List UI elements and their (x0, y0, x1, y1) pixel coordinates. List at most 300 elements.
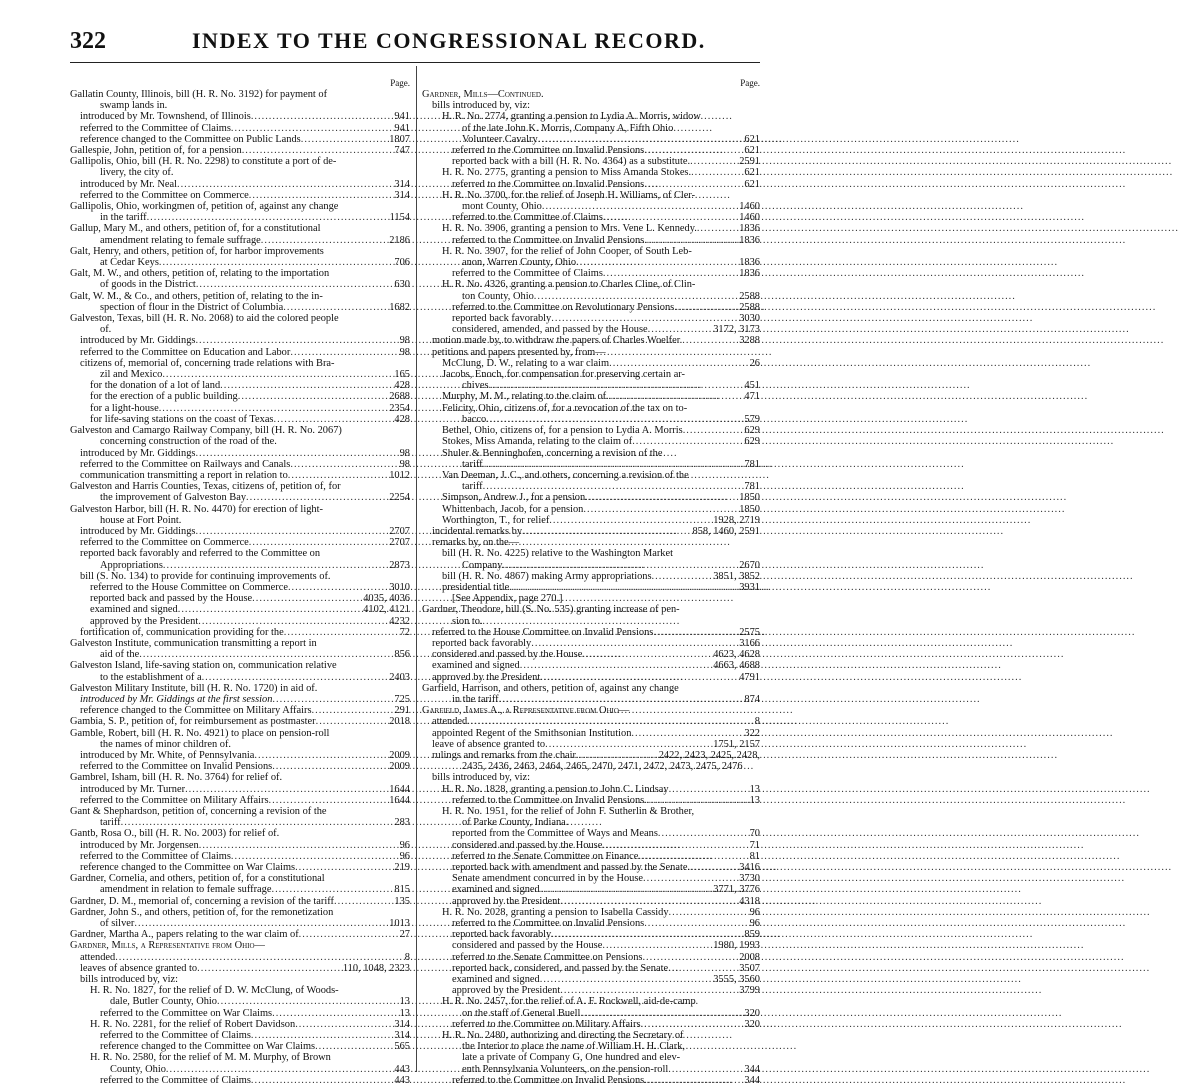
index-entry (422, 672, 760, 683)
page-reference: 26 (749, 357, 760, 369)
index-entry (70, 761, 410, 772)
entry-text: concerning construction of the road of the. (100, 436, 277, 448)
page-reference: 165 (394, 369, 410, 381)
entry-text: to the establishment of a (100, 671, 202, 683)
page-reference: 98 (399, 447, 410, 459)
leader-dots (644, 179, 744, 190)
index-entry (70, 358, 410, 369)
index-entry (70, 1008, 410, 1019)
leader-dots (638, 851, 748, 862)
entry-text: Gallespie, John, petition of, for a pension (70, 145, 242, 157)
leader-dots (585, 492, 739, 503)
entry-text: approved by the President (452, 985, 561, 997)
page-reference: 314 (394, 1030, 410, 1042)
page-reference: 13 (399, 996, 410, 1008)
page-reference: 3010 (389, 581, 410, 593)
entry-text: referred to the Committee on Invalid Pensions (80, 761, 273, 773)
entry-text: examined and signed (432, 660, 520, 672)
page-reference: 451 (744, 380, 760, 392)
index-entry (422, 638, 760, 649)
index-entry (422, 380, 760, 391)
page-reference: 621 (744, 167, 760, 179)
index-entry (70, 291, 410, 302)
index-entry (422, 246, 760, 257)
leader-dots (271, 884, 394, 895)
page-reference: 443 (394, 1074, 410, 1086)
index-entry (422, 156, 760, 167)
index-entry (70, 156, 410, 167)
entry-text: Gardner, Cornelia, and others, petition of, for a constitutional (70, 873, 325, 885)
index-entry (70, 436, 410, 447)
page-reference: 8 (754, 716, 760, 728)
index-entry (70, 728, 410, 739)
entry-text: Shuler & Benninghofen, concerning a revision of the (442, 447, 663, 459)
leader-dots (315, 1041, 394, 1052)
index-entry (422, 1075, 760, 1086)
entry-text: considered and passed by the House (432, 649, 583, 661)
index-entry (70, 571, 410, 582)
entry-text: referred to the Senate Committee on Pensions (452, 951, 643, 963)
entry-text: Galveston Island, life-saving station on, communication relative (70, 660, 337, 672)
page-reference: 2009 (389, 749, 410, 761)
entry-text: H. R. No. 3907, for the relief of John Cooper, of South Leb- (442, 245, 692, 257)
index-entry (422, 425, 760, 436)
entry-text: reported back favorably (452, 929, 552, 941)
index-entry (70, 504, 410, 515)
index-entry (422, 963, 760, 974)
index-entry (70, 996, 410, 1007)
entry-text: amendment relating to female suffrage (100, 234, 261, 246)
page-reference: 630 (394, 279, 410, 291)
leader-dots (534, 291, 739, 302)
page-reference: 941 (394, 111, 410, 123)
index-entry (70, 649, 410, 660)
entry-text: tariff (100, 817, 121, 829)
entry-text: approved by the President (90, 615, 199, 627)
leader-dots (162, 369, 394, 380)
entry-text: Whittenbach, Jacob, for a pension (442, 503, 584, 515)
leader-dots (643, 873, 739, 884)
entry-text: H. R. No. 2480, authorizing and directing the Secretary of (442, 1030, 684, 1042)
page-reference: 859 (744, 929, 760, 941)
leader-dots (606, 391, 744, 402)
index-entry (422, 616, 760, 627)
leader-dots (560, 985, 739, 996)
index-entry (422, 761, 760, 772)
index-entry (422, 750, 760, 761)
index-entry (70, 111, 410, 122)
page-reference: 71 (749, 839, 760, 851)
index-entries-left (70, 89, 410, 1086)
leader-dots (683, 425, 745, 436)
page-reference: 4623, 4628 (713, 649, 760, 661)
page-reference: 344 (744, 1063, 760, 1075)
index-entry (422, 996, 760, 1007)
page-reference: 314 (394, 189, 410, 201)
entry-text: referred to the Committee of Claims (452, 212, 603, 224)
entry-text: Gant & Shephardson, petition of, concerning a revision of the (70, 806, 327, 817)
entry-text: reported back favorably (432, 637, 532, 649)
index-entry (70, 380, 410, 391)
entry-text: sion to. (452, 615, 483, 627)
leader-dots (603, 212, 739, 223)
index-entry (422, 940, 760, 951)
leader-dots (668, 1064, 744, 1075)
entry-text: Jacobs, Enoch, for compensation for preserving certain ar- (442, 369, 686, 381)
page-reference: 471 (744, 391, 760, 403)
page-reference: 2354 (389, 402, 410, 414)
index-entry (422, 492, 760, 503)
leader-dots (195, 526, 389, 537)
index-entry (422, 302, 760, 313)
index-entry (70, 705, 410, 716)
leader-dots (290, 459, 398, 470)
index-entry (70, 459, 410, 470)
entry-text: H. R. No. 4326, granting a pension to Charles Cline, of Clin- (442, 279, 696, 291)
entry-text: Appropriations (100, 559, 163, 571)
entry-text: referred to the Committee of Claims (100, 1030, 251, 1042)
page-reference: 1644 (389, 794, 410, 806)
page-reference: 2422, 2423, 2425, 2428, (658, 749, 760, 761)
page-reference: 13 (749, 783, 760, 795)
page-reference: 1460 (739, 201, 760, 213)
leader-dots (199, 840, 398, 851)
entry-text: enth Pennsylvania Volunteers, on the pension-roll (462, 1063, 669, 1075)
entry-text: introduced by Mr. Neal (80, 178, 177, 190)
entry-text: for a light-house (90, 402, 159, 414)
index-entry (70, 448, 410, 459)
index-entry (422, 884, 760, 895)
entry-text: petitions and papers presented by, from— (432, 346, 606, 358)
entry-text: swamp lands in. (100, 100, 168, 112)
leader-dots (583, 504, 739, 515)
leader-dots (254, 750, 389, 761)
leader-dots (580, 1008, 744, 1019)
page-reference: 621 (744, 133, 760, 145)
entry-text: Senate amendment concurred in by the House (452, 873, 644, 885)
index-entry (70, 840, 410, 851)
entry-text: referred to the Committee of Claims (452, 268, 603, 280)
index-entry (422, 335, 760, 346)
index-entry (70, 134, 410, 145)
index-entry (422, 89, 760, 100)
leader-dots (238, 391, 389, 402)
entry-text: reported back with a bill (H. R. No. 4364) as a substitute. (452, 156, 691, 168)
entry-text: referred to the Committee of Claims (80, 850, 231, 862)
index-entry (70, 391, 410, 402)
page-reference: 2707 (389, 525, 410, 537)
page-reference: 3166 (739, 637, 760, 649)
left-column (70, 78, 410, 1086)
entry-text: Murphy, M. M., relating to the claim of (442, 391, 607, 403)
index-entry (70, 918, 410, 929)
page-reference: 2018 (389, 716, 410, 728)
entry-text: H. R. No. 1828, granting a pension to John C. Lindsay (442, 783, 669, 795)
entry-text: zil and Mexico (100, 369, 163, 381)
leader-dots (644, 918, 748, 929)
page-reference: 2707 (389, 537, 410, 549)
entry-text: considered and passed by the House (452, 839, 603, 851)
index-entry (422, 167, 760, 178)
index-entry (70, 537, 410, 548)
leader-dots (272, 761, 389, 772)
index-entries-right (422, 89, 760, 1086)
leader-dots (159, 257, 395, 268)
page-reference: 2670 (739, 559, 760, 571)
leader-dots (147, 212, 390, 223)
index-entry (70, 907, 410, 918)
index-entry (70, 616, 410, 627)
page-reference: 2588 (739, 290, 760, 302)
entry-text: H. R. No. 2580, for the relief of M. M. Murphy, of Brown (90, 1052, 331, 1064)
index-entry (70, 1064, 410, 1075)
page-reference: 781 (744, 481, 760, 493)
entry-text: Simpson, Andrew J., for a pension (442, 492, 586, 504)
index-entry (422, 347, 760, 358)
leader-dots (551, 929, 744, 940)
index-entry (70, 526, 410, 537)
entry-text: the Interior to place the name of William H. H. Clark, (462, 1041, 686, 1053)
page-reference: 98 (399, 335, 410, 347)
page-reference: 1836 (739, 223, 760, 235)
entry-text: bill (H. R. No. 4867) making Army appropriations (442, 570, 652, 582)
entry-text: bacco (462, 413, 487, 425)
index-entry (70, 1030, 410, 1041)
page-reference: 1682 (389, 301, 410, 313)
index-entry (422, 1030, 760, 1041)
index-entry (422, 223, 760, 234)
leader-dots (499, 694, 745, 705)
page-reference: 443 (394, 1063, 410, 1075)
index-entry (70, 123, 410, 134)
entry-text: Volunteer Cavalry (462, 133, 538, 145)
page-reference: 98 (399, 346, 410, 358)
leader-dots (691, 167, 744, 178)
entry-text: considered, amended, and passed by the House (452, 324, 648, 336)
index-entry (422, 593, 760, 604)
leader-dots (641, 1019, 745, 1030)
page-reference: 2588 (739, 301, 760, 313)
page-reference: 2873 (389, 559, 410, 571)
entry-text: Gallatin County, Illinois, bill (H. R. No. 3192) for payment of (70, 89, 328, 100)
entry-text: H. R. No. 2774, granting a pension to Lydia A. Morris, widow (442, 111, 701, 123)
entry-text: Gantb, Rosa O., bill (H. R. No. 2003) for relief of. (70, 828, 280, 840)
entry-text: late a private of Company G, One hundred and elev- (462, 1052, 681, 1064)
leader-dots (648, 324, 714, 335)
entry-text: referred to the Committee on Military Affairs (80, 794, 269, 806)
index-entry (422, 291, 760, 302)
index-entry (422, 515, 760, 526)
entry-text: considered and passed by the House (452, 940, 603, 952)
index-entry (422, 134, 760, 145)
entry-text: presidential title (442, 581, 510, 593)
page-reference: 815 (394, 884, 410, 896)
page-reference: 2575 (739, 626, 760, 638)
entry-text: referred to the Committee on Commerce (80, 537, 249, 549)
leader-dots (272, 694, 394, 705)
page-reference: 747 (394, 145, 410, 157)
leader-dots (269, 795, 390, 806)
page-reference: 1980, 1993 (713, 940, 760, 952)
leader-dots (249, 537, 389, 548)
page-reference: 2688 (389, 391, 410, 403)
entry-text: referred to the Committee on Education and Labor (80, 346, 291, 358)
leader-dots (334, 896, 394, 907)
entry-text: of silver (100, 918, 135, 930)
entry-text: chives (462, 380, 489, 392)
leader-dots (202, 672, 390, 683)
leader-dots (576, 750, 659, 761)
index-entry (70, 672, 410, 683)
index-entry (70, 638, 410, 649)
page-reference: 1807 (389, 133, 410, 145)
page-reference: 72 (399, 626, 410, 638)
entry-text: Galveston Institute, communication transmitting a report in (70, 637, 317, 649)
page-reference: 8 (404, 951, 410, 963)
entry-text: house at Fort Point. (100, 514, 182, 526)
leader-dots (177, 179, 394, 190)
leader-dots (668, 963, 739, 974)
entry-text: aid of the (100, 649, 140, 661)
page-reference: 629 (744, 436, 760, 448)
index-entry (70, 660, 410, 671)
entry-text: Galveston and Harris Counties, Texas, citizens of, petition of, for (70, 481, 341, 493)
index-entry (70, 985, 410, 996)
index-entry (70, 302, 410, 313)
index-entry (422, 1019, 760, 1030)
leader-dots (658, 828, 748, 839)
page-reference: 2403 (389, 671, 410, 683)
page-reference: 4318 (739, 895, 760, 907)
entry-text: Gardner, Theodore, bill (S. No. 535) granting increase of pen- (422, 604, 680, 616)
leader-dots (609, 358, 748, 369)
leader-dots (312, 705, 395, 716)
index-entry (422, 828, 760, 839)
index-entry (70, 335, 410, 346)
index-entry (70, 817, 410, 828)
entry-text: bills introduced by, viz: (432, 100, 531, 112)
entry-text: McClung, D. W., relating to a war claim (442, 357, 610, 369)
entry-text: introduced by Mr. Giddings at the first session (80, 693, 273, 705)
entry-text: referred to the Committee on Invalid Pensions (452, 794, 645, 806)
entry-text: referred to the Committee on Invalid Pensions (452, 145, 645, 157)
index-entry (422, 268, 760, 279)
page-reference: 3799 (739, 985, 760, 997)
page-reference: 428 (394, 413, 410, 425)
entry-text: bills introduced by, viz: (80, 974, 179, 986)
page-reference: 3507 (739, 962, 760, 974)
page-reference: 565 (394, 1041, 410, 1053)
page-reference: 1836 (739, 234, 760, 246)
page-reference: 4232 (389, 615, 410, 627)
page-reference: 1836 (739, 268, 760, 280)
leader-dots (486, 414, 744, 425)
page-reference: 1751, 2157 (713, 738, 760, 750)
page-reference: 3555, 3560 (713, 974, 760, 986)
index-entry (70, 167, 410, 178)
entry-text: introduced by Mr. Jorgensen (80, 839, 199, 851)
index-entry (422, 369, 760, 380)
leader-dots (231, 851, 398, 862)
index-entry (70, 604, 410, 615)
page-reference: 96 (749, 906, 760, 918)
entry-text: dale, Butler County, Ohio (110, 996, 217, 1008)
entry-text: H. R. No. 2775, granting a pension to Miss Amanda Stokes. (442, 167, 692, 179)
entry-text: County, Ohio (110, 1063, 166, 1075)
index-entry (422, 1008, 760, 1019)
index-entry (422, 537, 760, 548)
page-reference: 781 (744, 458, 760, 470)
index-entry (70, 548, 410, 559)
leader-dots (531, 638, 739, 649)
index-entry (70, 100, 410, 111)
entry-text: incidental remarks by (432, 525, 523, 537)
index-entry (422, 896, 760, 907)
entry-text: Galveston, Texas, bill (H. R. No. 2068) to aid the colored people (70, 313, 339, 325)
page-reference: 96 (399, 839, 410, 851)
leader-dots (159, 403, 390, 414)
index-entry (70, 582, 410, 593)
leader-dots (669, 784, 748, 795)
index-entry (422, 952, 760, 963)
entry-text: in the tariff (452, 693, 499, 705)
entry-text: Stokes, Miss Amanda, relating to the claim of (442, 436, 633, 448)
index-entry (70, 268, 410, 279)
index-entry (422, 907, 760, 918)
index-entry (70, 683, 410, 694)
index-entry (422, 1052, 760, 1063)
entry-text: fortification of, communication providing for the (80, 626, 284, 638)
leader-dots (682, 335, 739, 346)
leader-dots (288, 470, 389, 481)
page-reference: 1850 (739, 492, 760, 504)
entry-text: anon, Warren County, Ohio (462, 257, 577, 269)
index-entry (422, 873, 760, 884)
index-entry (422, 582, 760, 593)
index-entry (422, 313, 760, 324)
entry-text: remarks by, on the— (432, 537, 520, 549)
entry-text: Gambia, S. P., petition of, for reimbursement as postmaster (70, 716, 316, 728)
entry-text: introduced by Mr. Giddings (80, 525, 196, 537)
leader-dots (674, 302, 739, 313)
entry-text: Garfield, Harrison, and others, petition of, against any change (422, 682, 679, 694)
leader-dots (542, 201, 739, 212)
leader-dots (669, 907, 748, 918)
page-reference: 1013 (389, 918, 410, 930)
leader-dots (690, 862, 739, 873)
index-entry (70, 1019, 410, 1030)
index-entry (422, 459, 760, 470)
entry-text: Gallipolis, Ohio, bill (H. R. No. 2298) to constitute a port of de- (70, 156, 337, 168)
entry-text: citizens of, memorial of, concerning trade relations with Bra- (80, 357, 335, 369)
entry-text: Company (462, 559, 503, 571)
index-entry (70, 784, 410, 795)
page-reference: 1850 (739, 503, 760, 515)
page-reference: 725 (394, 693, 410, 705)
page-reference: 27 (399, 929, 410, 941)
index-entry (422, 403, 760, 414)
index-entry (422, 806, 760, 817)
index-entry (422, 918, 760, 929)
entry-text: Galt, Henry, and others, petition of, for harbor improvements (70, 245, 324, 257)
index-entry (422, 1064, 760, 1075)
index-entry (70, 1052, 410, 1063)
index-entry (422, 694, 760, 705)
entry-text: reported back favorably (452, 313, 552, 325)
entry-text: H. R. No. 3906, granting a pension to Mrs. Vene L. Kennedy. (442, 223, 697, 235)
leader-dots (520, 660, 714, 671)
index-entry (70, 952, 410, 963)
